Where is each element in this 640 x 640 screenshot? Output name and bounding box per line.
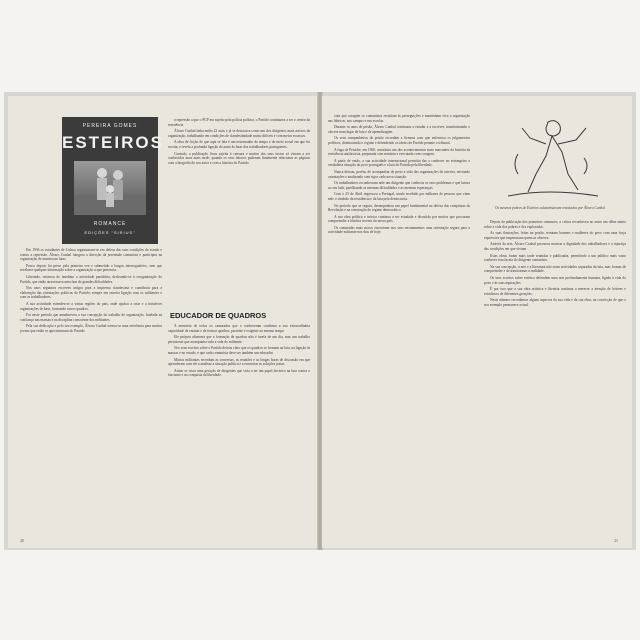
children-photo-icon [74,161,146,215]
text-column-right-page-left: com que coragem os comunistas resistiam às perseguições e mantinham viva a organização nas fábricas, nos campos e nas escolas. Durante os anos de prisão, Álvaro Cunhal continuou a estudar e a escrever, transformando o cárcere num lugar de luta e de aprendizagem. Os seus companheiros de prisão recordam a firmeza com que enfrentou os julgamentos políticos, denunciando o regime e defendendo os ideais do Partido perante o tribunal. A fuga de Peniche, em 1960, constituiu um dos acontecimentos mais marcantes da história da resistência antifascista, preparada com minúcia e executada com coragem. A partir de então, a sua actividade internacional permitiu dar a conhecer no estrangeiro a verdadeira situação do povo português e a luta do Partido pela liberdade. Nunca deixou, porém, de acompanhar de perto a vida das organizações do interior, enviando orientações e analisando com rigor cada nova situação. Os trabalhadores reconheciam nele um dirigente que conhecia os seus problemas e que lutava ao seu lado, partilhando as mesmas dificuldades e as mesmas esperanças. Com o 25 de Abril regressou a Portugal, sendo recebido por milhares de pessoas que viam nele o símbolo da resistência e da luta pela democracia. No período que se seguiu, desempenhou um papel fundamental na defesa das conquistas da Revolução e na construção do regime democrático. A sua obra política e teórica continua a ser estudada e discutida por muitos que procuram compreender a história recente do nosso país. Os camaradas mais novos encontram nos seus ensinamentos uma orientação segura para a actividade militante nos dias de hoje. [328,114,470,235]
text-column-right: A memória de todos os camaradas que o conheceram confirma a sua extraordinária capacidade de ensinar e de formar quadros, paciente e exigente ao mesmo tempo. Ele próprio afirmava que a formação de quadros não é tarefa de um dia, mas um trabalho persistente que acompanha toda a vida do militante. Nos seus escritos sobre o Partido deixou claro que os quadros se formam na luta, na ligação às massas e no estudo, e que cada comunista deve ser também um educador. Muitos militantes recordam as conversas, as reuniões e as longas horas de discussão em que aprenderam com ele a analisar a situação política e a encontrar as soluções justas. Assim se criou uma geração de dirigentes que viria a ter um papel decisivo na luta contra o fascismo e na conquista da liberdade. [168,324,310,378]
text-column-top-right: a repressão a que o PCP era sujeito pela polícia política, o Partido continuava a ser o centro da resistência. Álvaro Cunhal tinha então 22 anos e já se destacava como um dos dirigentes mais activos da organização, trabalhando em condições de clandestinidade muito difíceis e com meios escassos. A obra de ficção de que aqui se fala é um testemunho do tempo e do meio social em que foi escrita, e revela a profunda ligação do autor às lutas dos trabalhadores portugueses. Contudo, a publicação ficou sujeita à censura e muitos dos seus textos só vieram a ser conhecidos anos mais tarde, quando os seus leitores puderam finalmente relacionar as páginas com a biografia do seu autor e com a história do Partido. [168,118,310,165]
book-author: PEREIRA GOMES [82,123,138,129]
book-cover [62,117,164,244]
text-column-right-page-right: Depois da publicação dos primeiros romances, a crítica reconheceu no autor um olhar atento sobre a vida dos pobres e dos explorados. As suas ilustrações, feitas na prisão, retratam homens e mulheres do povo com uma força expressiva que impressiona quem as observa. Através da arte, Álvaro Cunhal procurou mostrar a dignidade dos trabalhadores e a injustiça das condições em que viviam. Estas obras foram mais tarde reunidas e publicadas, permitindo a um público mais vasto conhecer esta faceta do dirigente comunista. Na sua concepção, a arte e a literatura não eram actividades separadas da luta, mas formas de compreender e de transformar a realidade. Os seus escritos sobre estética defendem uma arte profundamente humana, ligada à vida do povo e às suas aspirações. É por isso que a sua obra artística e literária continua a merecer a atenção de leitores e estudiosos de diferentes gerações. Neste número recordamos alguns aspectos da sua vida e da sua obra, na convicção de que o seu exemplo permanece actual. [484,220,626,307]
magazine-spread [4,92,636,550]
cover-photo [74,161,146,215]
illustration [488,114,608,204]
left-page [8,96,319,548]
section-heading: EDUCADOR DE QUADROS [170,311,267,320]
right-page [322,96,632,548]
page-number: 20 [20,538,24,543]
illustration-caption: Os mesmos pobres de Esteiros salazaristavam retratados por Álvaro Cunhal [495,206,605,210]
book-title: ESTEIROS [62,133,164,152]
page-number-right: 21 [614,538,618,543]
figure-drawing-icon [488,114,608,204]
book-publisher: EDIÇÕES “SIRIUS” [84,230,136,235]
book-genre: ROMANCE [93,221,127,227]
text-column-left: Em 1936 os estudantes de Lisboa organizaram-se em defesa das suas condições de estudo e contra a repressão. Álvaro Cunhal integrou a direcção da juventude comunista e participou na organização de numerosas lutas. Pouco depois foi preso pela primeira vez e submetido a longos interrogatórios, sem que revelasse qualquer informação sobre a organização a que pertencia. Libertado, retomou de imediato a actividade partidária, dedicando-se à reorganização do Partido, que então atravessava uma fase de grandes dificuldades. Nos anos seguintes escreveu artigos para a imprensa clandestina e contribuiu para a elaboração das orientações políticas do Partido, sempre em estreita ligação com os militantes e com os trabalhadores. A sua actividade estendeu-se a várias regiões do país, onde ajudou a criar e a fortalecer organizações de base, formando novos quadros. Foi neste período que amadureceu a sua concepção do trabalho de organização, fundada na confiança nas massas e na disciplina consciente dos militantes. Pela sua dedicação e pelo seu exemplo, Álvaro Cunhal tornou-se uma referência para muitos jovens que então se aproximavam do Partido. [20,248,162,333]
